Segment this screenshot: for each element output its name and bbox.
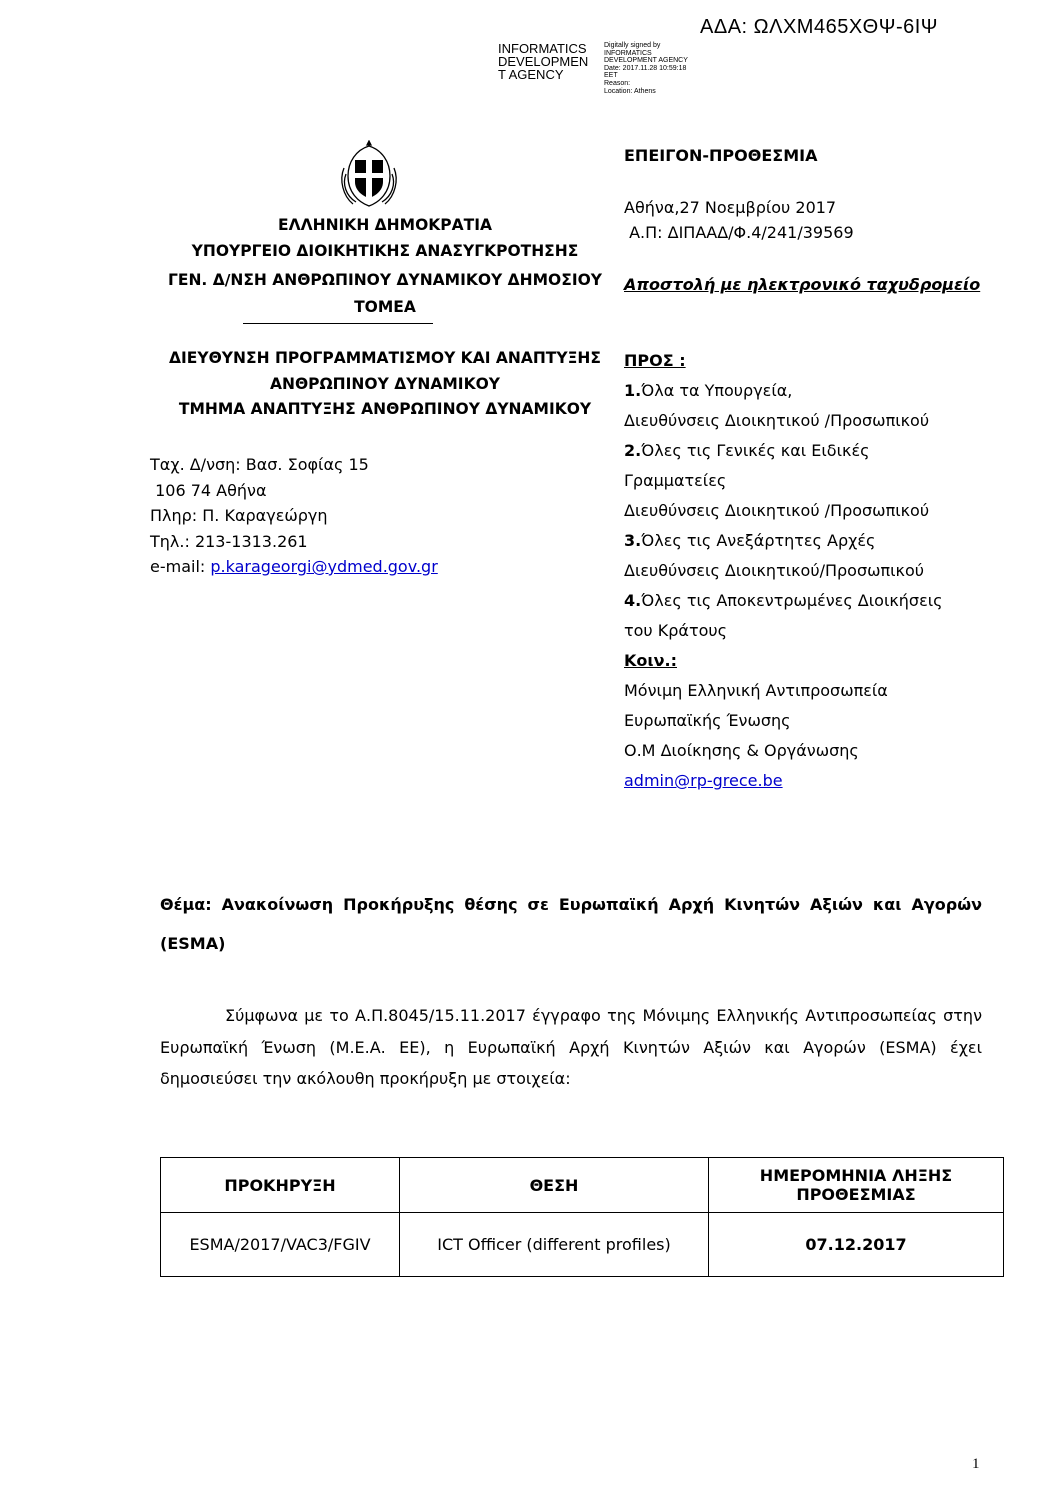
contact-postcode: 106 74 Αθήνα [150,480,267,500]
recipient-number: 2. [624,441,642,460]
recipient-2 [624,436,943,466]
cc-line: Ο.Μ Διοίκησης & Οργάνωσης [624,741,859,760]
page-number: 1 [972,1456,980,1472]
table-header-row [161,1158,1004,1213]
cc-email-link[interactable]: admin@rp-grece.be [624,771,783,790]
signature-org-line: INFORMATICS [498,41,587,56]
urgent-label: ΕΠΕΙΓΟΝ-ΠΡΟΘΕΣΜΙΑ [624,146,818,165]
signature-detail-line: Location: Athens [604,87,656,95]
recipient-2-cont: Γραμματείες [624,471,727,490]
ada-code: ΑΔΑ: ΩΛΧΜ465ΧΘΨ-6ΙΨ [700,16,938,38]
header-general-directorate: ΓΕΝ. Δ/ΝΣΗ ΑΝΘΡΩΠΙΝΟΥ ΔΥΝΑΜΙΚΟΥ ΔΗΜΟΣΙΟΥ [167,271,602,289]
recipient-number: 3. [624,531,642,550]
letter-date: Αθήνα,27 Νοεμβρίου 2017 [624,198,837,217]
contact-phone: Τηλ.: 213-1313.261 [150,531,308,551]
recipient-4-detail: του Κράτους [624,621,728,640]
digital-signature-org [498,42,588,81]
signature-detail-line: EET [604,72,618,80]
contact-block [150,452,438,580]
header-ministry: ΥΠΟΥΡΓΕΙΟ ΔΙΟΙΚΗΤΙΚΗΣ ΑΝΑΣΥΓΚΡΟΤΗΣΗΣ [191,242,579,260]
signature-org-line: DEVELOPMEN [498,54,589,69]
recipient-1 [624,376,943,406]
recipient-text: Όλες τις Αποκεντρωμένες Διοικήσεις [641,591,943,610]
header-general-directorate-cont: ΤΟΜΕΑ [354,298,416,316]
table-cell: ESMA/2017/VAC3/FGIV [161,1213,400,1277]
cc-line: Μόνιμη Ελληνική Αντιπροσωπεία [624,681,888,700]
recipient-3-detail: Διευθύνσεις Διοικητικού/Προσωπικού [624,561,925,580]
recipients-block [624,346,943,796]
recipient-3 [624,526,943,556]
recipient-text: Όλες τις Ανεξάρτητες Αρχές [641,531,876,550]
header-divider [243,323,433,324]
send-mode: Αποστολή με ηλεκτρονικό ταχυδρομείο [624,275,981,294]
contact-info: Πληρ: Π. Καραγεώργη [150,506,328,525]
signature-detail-line: INFORMATICS [604,49,652,57]
body-paragraph: Σύμφωνα με το Α.Π.8045/15.11.2017 έγγραφο της Μόνιμης Ελληνικής Αντιπροσωπείας στην Ευρωπαϊκή Ένωση (Μ.Ε.Α. ΕΕ), η Ευρωπαϊκή Αρχή Κινητών Αξιών και Αγορών (ESMA) έχει δημοσιεύσει την ακόλουθη προκήρυξη με στοιχεία: [160,1006,982,1088]
table-row [161,1213,1004,1277]
greek-coat-of-arms-icon [338,140,400,210]
table-cell: 07.12.2017 [709,1213,1004,1277]
recipient-number: 4. [624,591,642,610]
signature-org-line: T AGENCY [498,67,564,82]
cc-line: Ευρωπαϊκής Ένωσης [624,711,791,730]
contact-address: Ταχ. Δ/νση: Βασ. Σοφίας 15 [150,455,369,474]
recipient-text: Όλα τα Υπουργεία, [641,381,793,400]
recipient-2-detail: Διευθύνσεις Διοικητικού /Προσωπικού [624,501,930,520]
recipient-text: Όλες τις Γενικές και Ειδικές [641,441,870,460]
contact-email-link[interactable]: p.karageorgi@ydmed.gov.gr [210,557,438,576]
signature-detail-line: DEVELOPMENT AGENCY [604,57,688,65]
cc-label: Κοιν.: [624,651,677,670]
subject-line: Θέμα: Ανακοίνωση Προκήρυξης θέσης σε Ευρωπαϊκή Αρχή Κινητών Αξιών και Αγορών (ESMA) [160,895,982,953]
table-cell: ICT Officer (different profiles) [400,1213,709,1277]
signature-detail-line: Digitally signed by [604,42,661,49]
directorate-line-2: ΑΝΘΡΩΠΙΝΟΥ ΔΥΝΑΜΙΚΟΥ [270,375,500,393]
table-header-cell: ΠΡΟΚΗΡΥΞΗ [161,1158,400,1213]
signature-detail-line: Date: 2017.11.28 10:59:18 [604,64,687,72]
contact-email-label: e-mail: [150,557,211,576]
department: ΤΜΗΜΑ ΑΝΑΠΤΥΞΗΣ ΑΝΘΡΩΠΙΝΟΥ ΔΥΝΑΜΙΚΟΥ [178,400,592,418]
contact-email-row [150,554,438,580]
directorate-line-1: ΔΙΕΥΘΥΝΣΗ ΠΡΟΓΡΑΜΜΑΤΙΣΜΟΥ ΚΑΙ ΑΝΑΠΤΥΞΗΣ [169,349,601,367]
digital-signature-details [604,42,688,95]
table-header-cell: ΘΕΣΗ [400,1158,709,1213]
to-label: ΠΡΟΣ : [624,351,686,370]
header-republic: ΕΛΛΗΝΙΚΗ ΔΗΜΟΚΡΑΤΙΑ [278,216,492,234]
protocol-number: Α.Π: ΔΙΠΑΑΔ/Φ.4/241/39569 [624,223,854,242]
vacancy-table [160,1157,1004,1277]
recipient-1-detail: Διευθύνσεις Διοικητικού /Προσωπικού [624,411,930,430]
table-header-cell: ΗΜΕΡΟΜΗΝΙΑ ΛΗΞΗΣ ΠΡΟΘΕΣΜΙΑΣ [709,1158,1004,1213]
signature-detail-line: Reason: [604,79,631,87]
recipient-4 [624,586,943,616]
recipient-number: 1. [624,381,642,400]
